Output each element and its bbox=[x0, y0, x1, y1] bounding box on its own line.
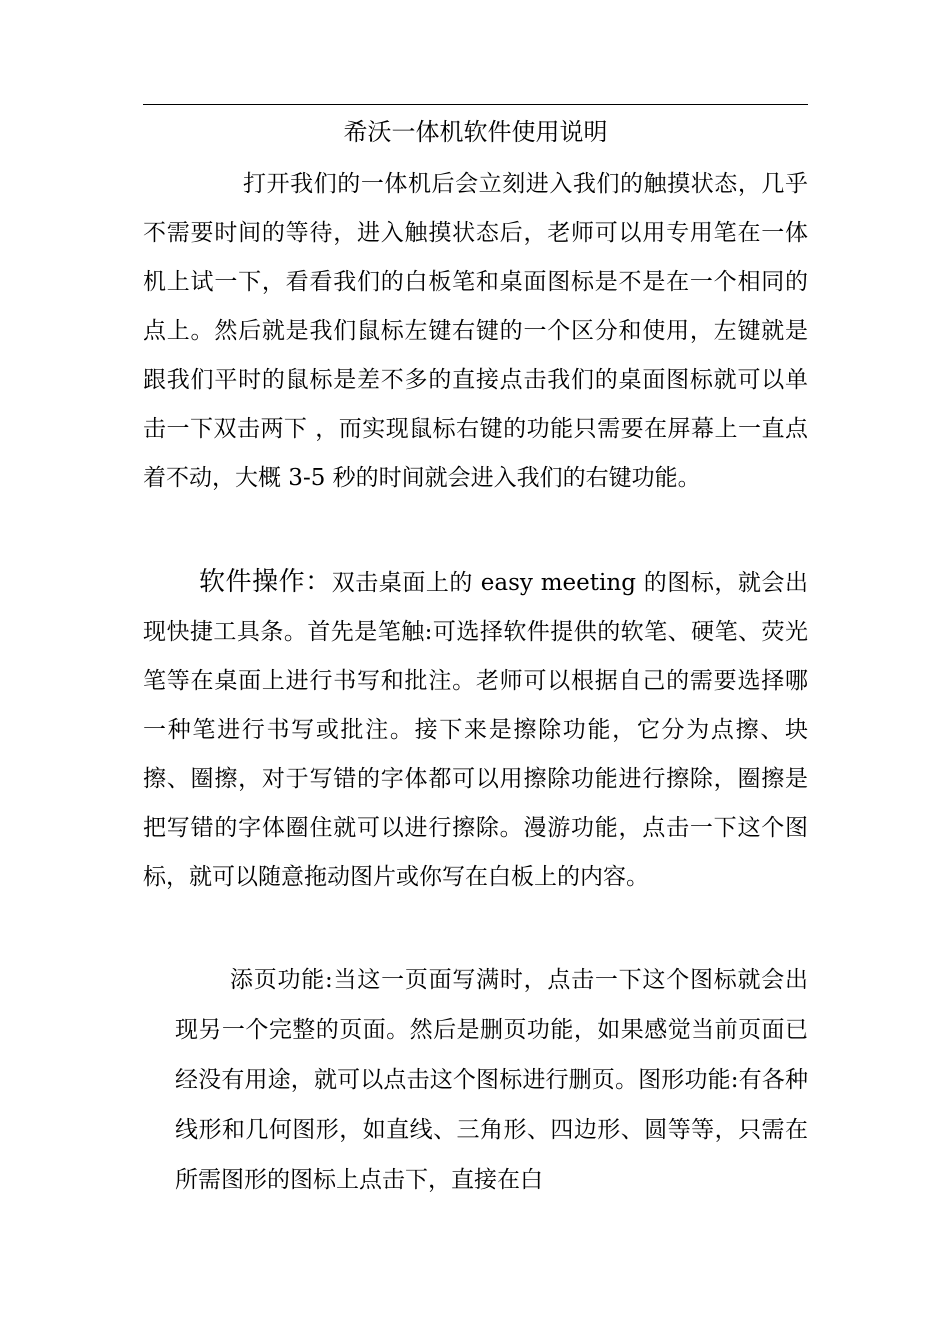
paragraph-lead-label: 软件操作： bbox=[199, 567, 332, 597]
paragraph-body: 双击桌面上的 easy meeting 的图标，就会出现快捷工具条。首先是笔触:可选择软件提供的软笔、硬笔、荧光笔等在桌面上进行书写和批注。老师可以根据自己的需要选择哪一种笔进行书写或批注。接下来是擦除功能，它分为点擦、块擦、圈擦，对于写错的字体都可以用擦除功能进行擦除，圈擦是把写错的字体圈住就可以进行擦除。漫游功能，点击一下这个图标，就可以随意拖动图片或你写在白板上的内容。 bbox=[143, 570, 808, 890]
header-rule bbox=[143, 104, 808, 105]
paragraph-page-functions: 添页功能:当这一页面写满时，点击一下这个图标就会出现另一个完整的页面。然后是删页功能，如果感觉当前页面已经没有用途，就可以点击这个图标进行删页。图形功能:有各种线形和几何图形，如直线、三角形、四边形、圆等等，只需在所需图形的图标上点击下，直接在白 bbox=[175, 967, 808, 1193]
document-title: 希沃一体机软件使用说明 bbox=[343, 118, 608, 146]
paragraph-software-operation bbox=[143, 558, 808, 902]
paragraph-intro: 打开我们的一体机后会立刻进入我们的触摸状态，几乎不需要时间的等待，进入触摸状态后，老师可以用专用笔在一体机上试一下，看看我们的白板笔和桌面图标是不是在一个相同的点上。然后就是我们鼠标左键右键的一个区分和使用，左键就是跟我们平时的鼠标是差不多的直接点击我们的桌面图标就可以单击一下双击两下 ，而实现鼠标右键的功能只需要在屏幕上一直点着不动，大概 3-5 秒的时间就会进入我们的右键功能。 bbox=[143, 171, 808, 491]
